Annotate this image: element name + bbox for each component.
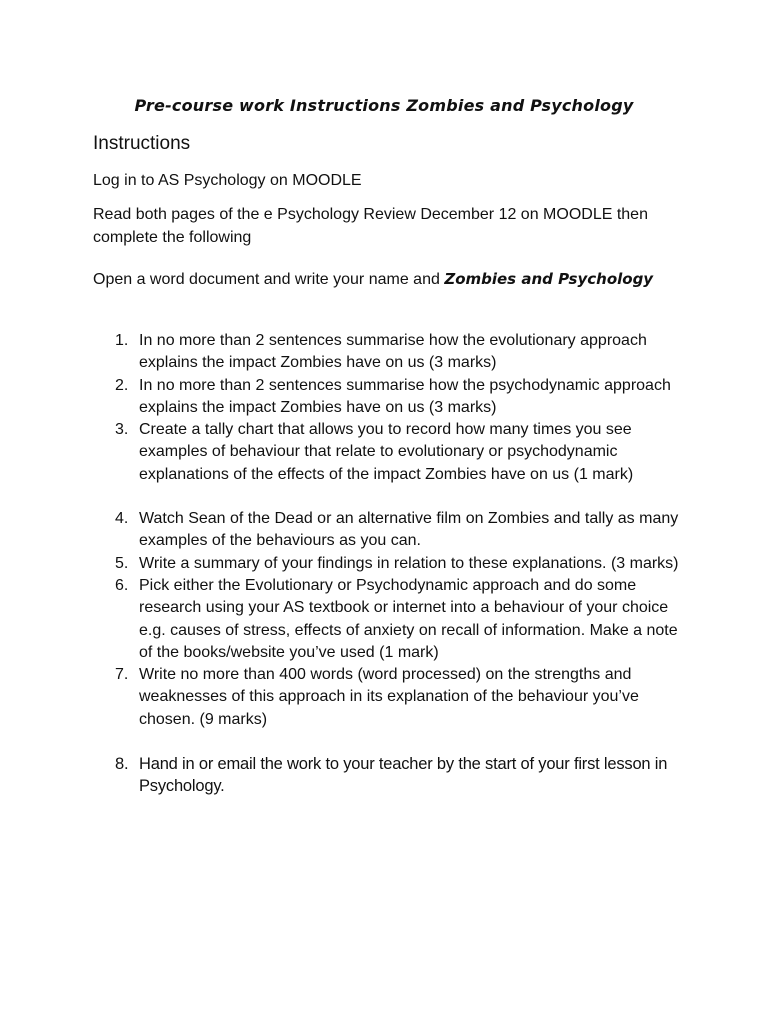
list-item-text: Write a summary of your findings in relation to these explanations. (3 marks): [139, 554, 679, 572]
list-item-text: Watch Sean of the Dead or an alternative film on Zombies and tally as many examples of the behaviours as you can.: [139, 510, 679, 550]
list-item-text: In no more than 2 sentences summarise how the psychodynamic approach explains the impact Zombies have on us (3 marks): [139, 376, 671, 416]
list-item-number: 4.: [115, 510, 129, 528]
list-item: [93, 553, 683, 575]
list-item: [93, 330, 683, 375]
document-title: Pre-course work Instructions Zombies and Psychology: [134, 96, 634, 115]
list-item-text: Hand in or email the work to your teacher by the start of your first lesson in Psychology.: [139, 755, 668, 796]
list-item: [93, 419, 683, 486]
paragraph-emphasis: Zombies and Psychology: [444, 270, 654, 288]
instructions-heading: Instructions: [93, 133, 191, 154]
list-item-number: 5.: [115, 554, 129, 572]
list-item: [93, 575, 683, 664]
paragraph-login: Log in to AS Psychology on MOODLE: [93, 172, 362, 189]
list-item-number: 3.: [115, 421, 129, 439]
paragraph-open-document: [93, 264, 693, 295]
list-item-number: 6.: [115, 576, 129, 594]
list-item-text: Pick either the Evolutionary or Psychodynamic approach and do some research using your AS textbook or internet into a behaviour of your choice e.g. causes of stress, effects of anxiety on recall of information. Make a note of the books/website you’ve used (1 mark): [139, 576, 678, 661]
list-item-number: 7.: [115, 666, 129, 684]
list-item-text: In no more than 2 sentences summarise how the evolutionary approach explains the impact Zombies have on us (3 marks): [139, 332, 647, 372]
paragraph-open-document-text: Open a word document and write your name and: [93, 271, 445, 288]
list-item: [93, 753, 683, 798]
list-item-text: Create a tally chart that allows you to record how many times you see examples of behaviour that relate to evolutionary or psychodynamic explanations of the effects of the impact Zombies have on us (1 mark): [139, 421, 634, 483]
list-item: [93, 375, 683, 420]
list-item-number: 2.: [115, 376, 129, 394]
list-item-number: 1.: [115, 332, 129, 349]
list-item-text: Write no more than 400 words (word processed) on the strengths and weaknesses of this approach in its explanation of the behaviour you’ve chosen. (9 marks): [139, 666, 639, 728]
list-item-number: 8.: [115, 755, 129, 774]
list-item: [93, 508, 683, 553]
paragraph-read: Read both pages of the e Psychology Review December 12 on MOODLE then complete the following: [93, 206, 648, 246]
list-item: [93, 664, 683, 731]
task-list: [93, 330, 683, 798]
